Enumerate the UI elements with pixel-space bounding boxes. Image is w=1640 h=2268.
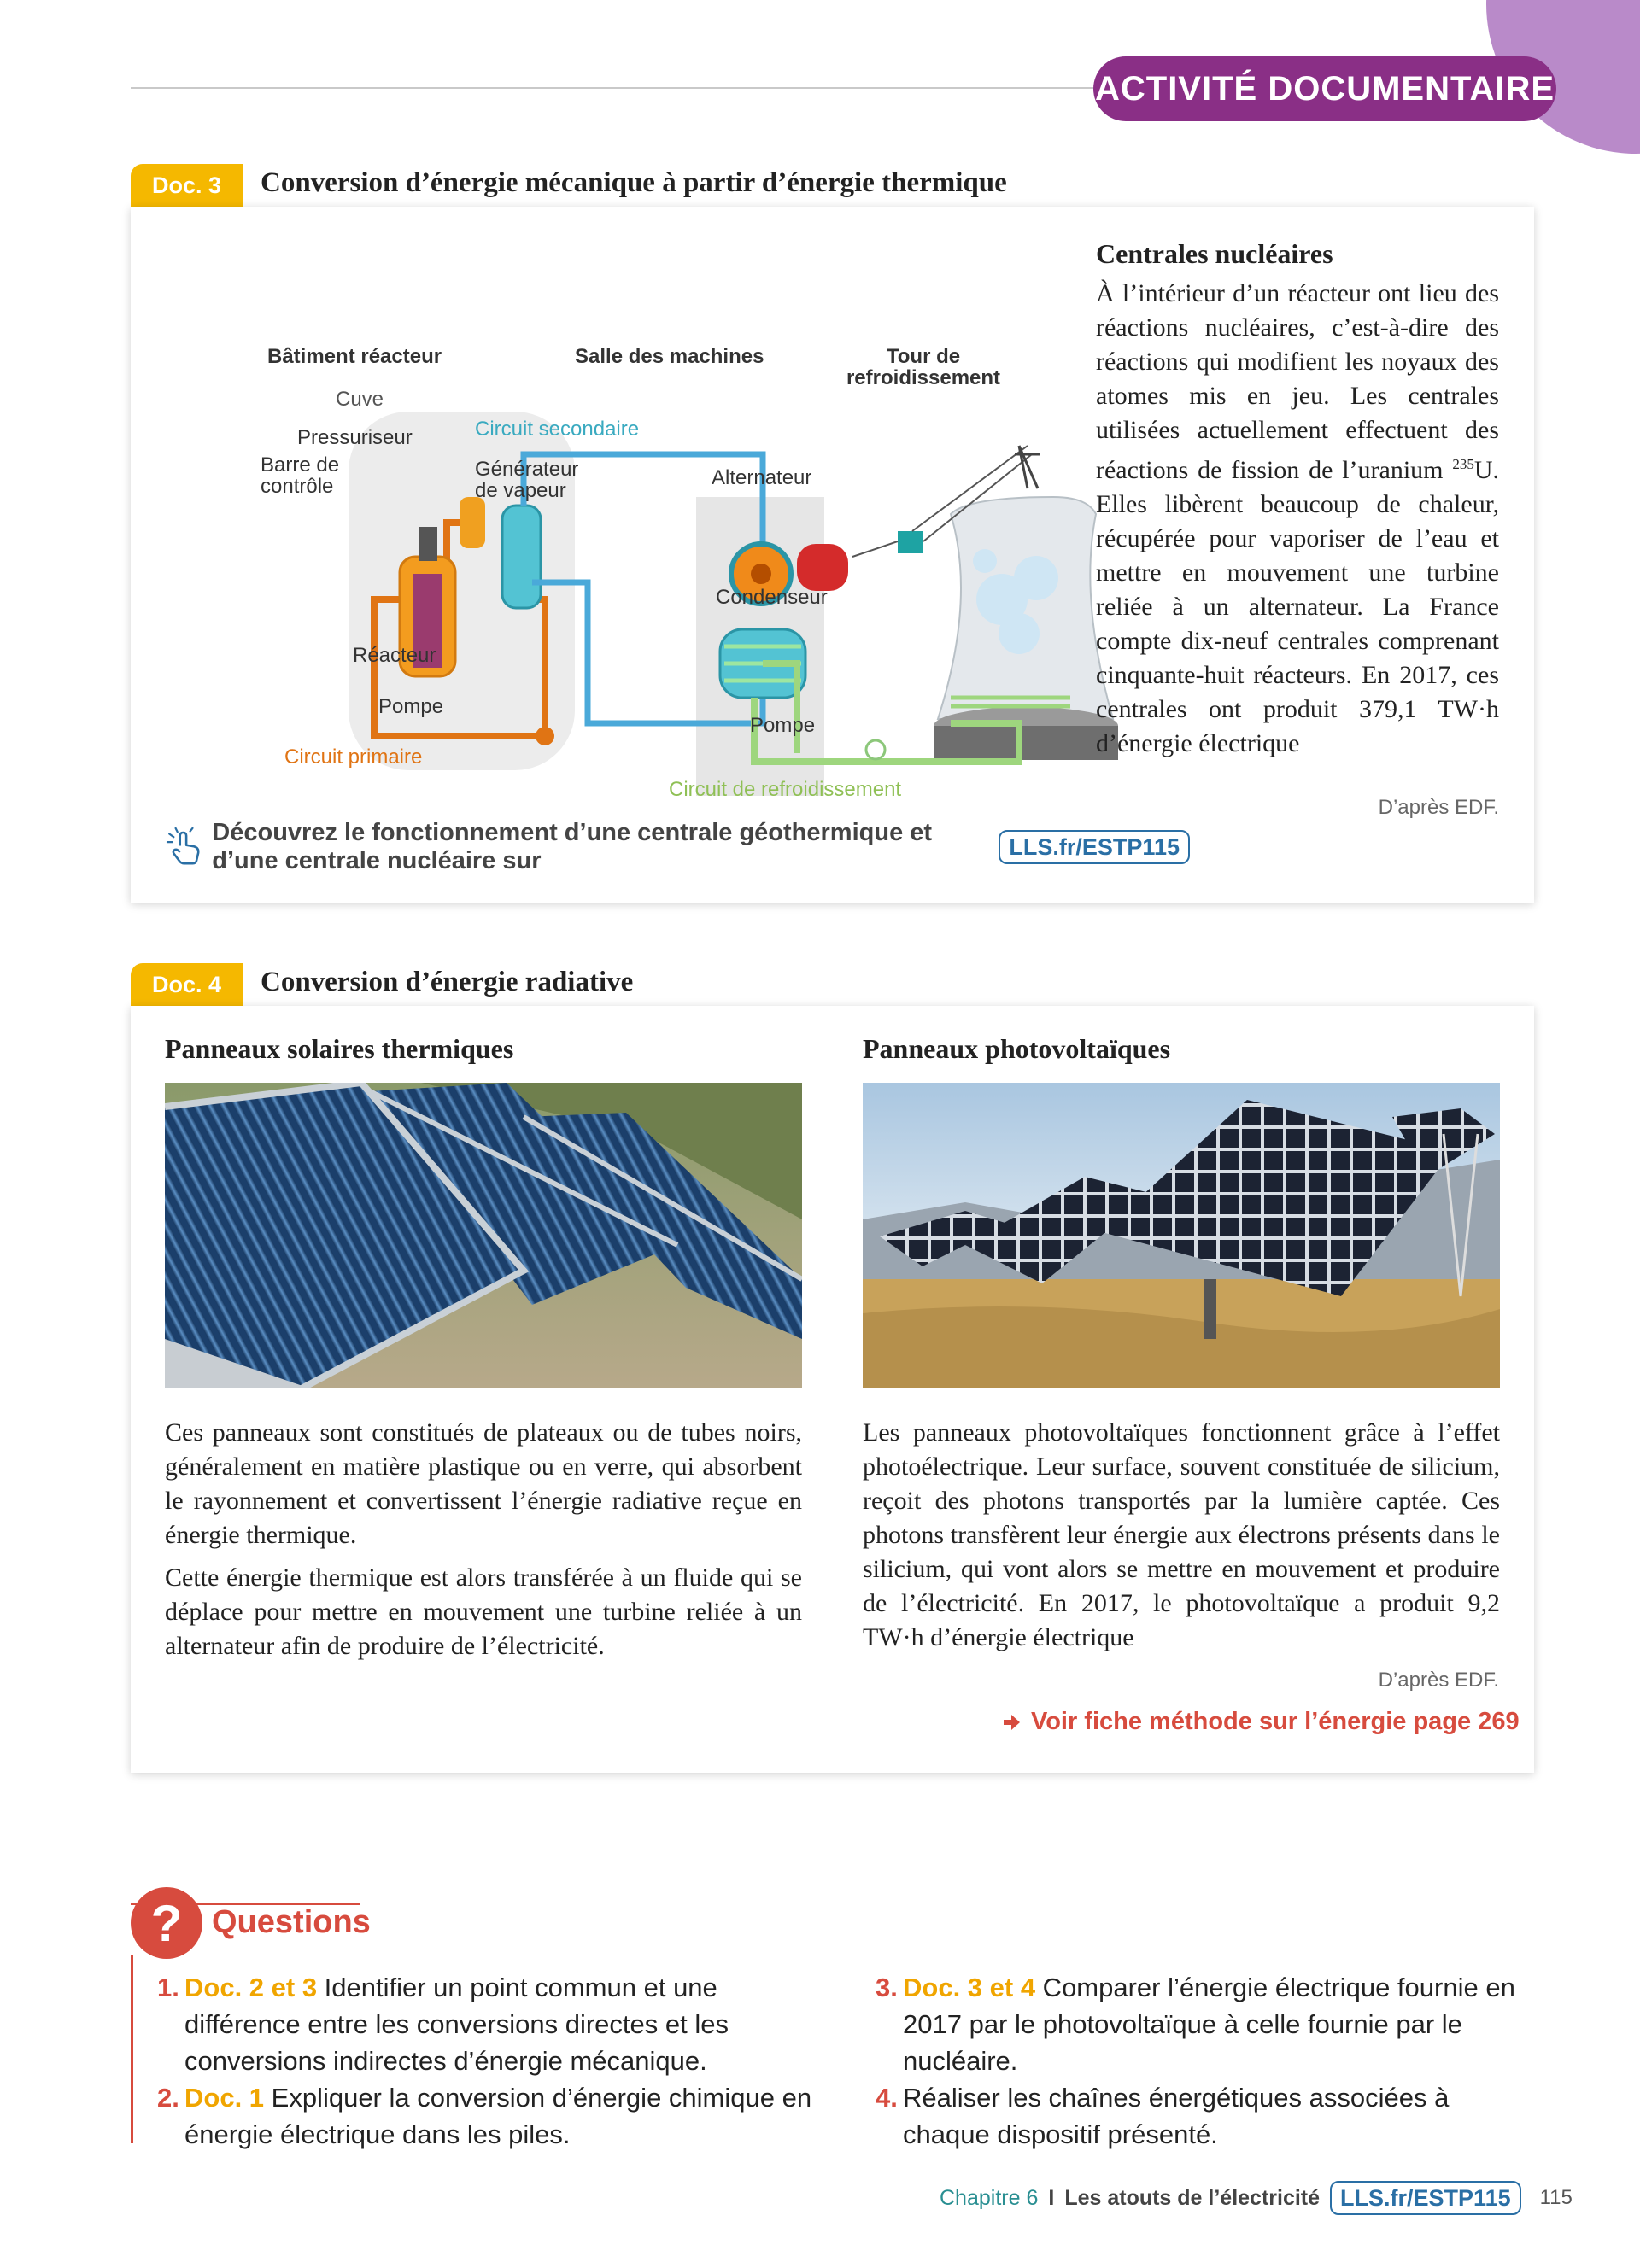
nuclear-plant-diagram <box>165 241 1156 881</box>
doc3-tag: Doc. 3 <box>131 164 243 207</box>
thermal-panels-text-1: Ces panneaux sont constitués de plateaux ou de tubes noirs, généralement en matière plastique ou en verre, qui absorbent le rayonnement et convertissent l’énergie radiative reçue en énergie thermique. <box>165 1418 802 1549</box>
steam-cloud <box>999 613 1040 654</box>
question-2: 2. Doc. 1 Expliquer la conversion d’énergie chimique en énergie électrique dans les piles. <box>157 2083 812 2149</box>
arrow-right-icon <box>1002 1714 1021 1731</box>
activity-badge: ACTIVITÉ DOCUMENTAIRE <box>1093 56 1556 121</box>
nuclear-side-text: À l’intérieur d’un réacteur ont lieu des réactions nucléaires, c’est-à-dire des réactions qui modifient les noyaux des atomes mis en jeu. Les centrales utilisées actuellement effectuent des réactions de fission de l’uranium $^{235}$U. Elles libèrent beaucoup de chaleur, récupérée pour vaporiser de l’eau et mettre en mouvement une turbine reliée à un alternateur. La France compte dix-neuf centrales comprenant cinquante-huit réacteurs. En 2017, ces centrales ont produit 379,1 TW·h d’énergie électrique <box>1096 279 1499 757</box>
pv-panels-photo <box>863 1083 1500 1388</box>
pv-panels-text: Les panneaux photovoltaïques fonctionnent grâce à l’effet photoélectrique. Leur surface, souvent constituée de silicium, reçoit des photons transportés par la lumière captée. Ces photons transfèrent leur énergie aux électrons présents dans le silicium, qui vont alors se mettre en mouvement et produire de l’électricité. En 2017, le photovoltaïque a produit 9,2 TW·h d’énergie électrique <box>863 1418 1500 1651</box>
label-barre-2: contrôle <box>261 475 334 498</box>
hand-pointer-icon <box>165 821 205 873</box>
page-footer <box>940 2181 1573 2215</box>
transformer <box>898 531 923 553</box>
label-reacteur: Réacteur <box>353 644 436 667</box>
primary-pump <box>536 727 554 745</box>
doc3-card <box>131 207 1534 903</box>
method-link[interactable] <box>1002 1708 1520 1736</box>
page-number: 115 <box>1539 2186 1573 2209</box>
doc4-tag: Doc. 4 <box>131 963 243 1006</box>
header-rule <box>131 87 1096 89</box>
doc3-source: D’après EDF. <box>1378 796 1499 819</box>
thermal-panels-photo <box>165 1083 802 1388</box>
label-condenseur: Condenseur <box>716 586 828 609</box>
footer-chapter: Chapitre 6 <box>940 2185 1039 2210</box>
questions-title: Questions <box>212 1904 371 1940</box>
label-pompe-refroid: Pompe <box>750 714 816 737</box>
thermal-panels-text-2: Cette énergie thermique est alors transférée à un fluide qui se déplace pour mettre en mouvement une turbine reliée à un alternateur afin de produire de l’électricité. <box>165 1564 802 1660</box>
question-icon: ? <box>131 1887 202 1959</box>
footer-separator: I <box>1048 2185 1055 2210</box>
doc4-card <box>131 1006 1534 1773</box>
label-barre-1: Barre de <box>261 453 340 476</box>
label-pressuriseur: Pressuriseur <box>297 426 413 449</box>
doc4-source: D’après EDF. <box>1378 1669 1499 1692</box>
cooling-tower-basin <box>934 726 1118 760</box>
label-generateur-2: de vapeur <box>475 479 566 502</box>
control-rod <box>419 527 437 561</box>
label-generateur-1: Générateur <box>475 458 579 481</box>
doc4-title: Conversion d’énergie radiative <box>261 967 634 997</box>
label-tour-1: Tour de <box>886 345 961 368</box>
label-batiment: Bâtiment réacteur <box>267 345 442 368</box>
doc3-title: Conversion d’énergie mécanique à partir d’énergie thermique <box>261 167 1007 198</box>
question-4: 4. Réaliser les chaînes énergétiques associées à chaque dispositif présenté. <box>876 2083 1450 2149</box>
question-3: 3. Doc. 3 et 4 Comparer l’énergie électrique fournie en 2017 par le photovoltaïque à celle fournie par le nucléaire. <box>876 1973 1515 2076</box>
thermal-panels-title: Panneaux solaires thermiques <box>165 1033 514 1064</box>
questions-side-rule <box>131 1955 133 2143</box>
question-1: 1. Doc. 2 et 3 Identifier un point commun et une différence entre les conversions directes et les conversions indirectes d’énergie mécanique. <box>157 1973 729 2076</box>
steam-generator <box>502 506 541 608</box>
footer-chapter-title: Les atouts de l’électricité <box>1064 2185 1321 2210</box>
turbine-hub <box>751 564 771 584</box>
label-circuit-primaire: Circuit primaire <box>284 745 423 769</box>
cooling-pump <box>866 740 885 759</box>
pv-panels-title: Panneaux photovoltaïques <box>863 1033 1171 1064</box>
alternator <box>797 544 848 591</box>
discover-line <box>165 821 1190 873</box>
label-tour-2: refroidissement <box>846 366 1001 389</box>
steam-cloud <box>973 549 997 573</box>
method-link-label: Voir fiche méthode sur l’énergie page 269 <box>1031 1708 1520 1735</box>
discover-text: Découvrez le fonctionnement d’une centrale géothermique et d’une centrale nucléaire sur <box>212 819 933 874</box>
footer-link[interactable]: LLS.fr/ESTP115 <box>1330 2181 1521 2215</box>
pv-panels-image <box>863 1083 1500 1388</box>
pressurizer <box>460 497 485 548</box>
discover-link[interactable]: LLS.fr/ESTP115 <box>999 830 1190 864</box>
steam-cloud <box>1014 556 1058 600</box>
thermal-panels-image <box>165 1083 802 1388</box>
label-alternateur: Alternateur <box>712 466 812 489</box>
label-salle: Salle des machines <box>575 345 764 368</box>
label-circuit-refroid: Circuit de refroidissement <box>669 778 902 801</box>
nuclear-side-title: Centrales nucléaires <box>1096 238 1333 269</box>
label-circuit-secondaire: Circuit secondaire <box>475 418 640 441</box>
label-cuve: Cuve <box>336 388 384 411</box>
label-pompe-primaire: Pompe <box>378 695 444 718</box>
